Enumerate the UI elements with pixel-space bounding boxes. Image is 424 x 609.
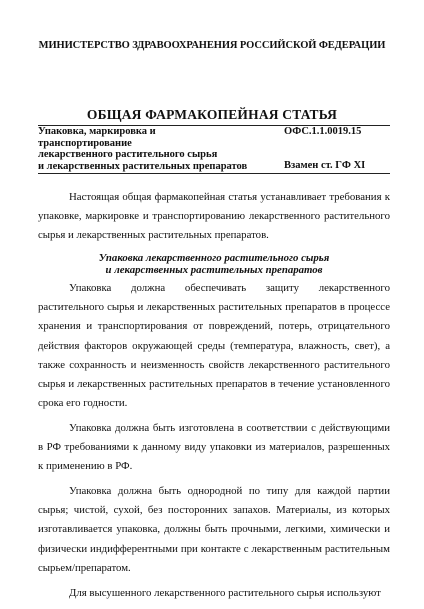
- document-type-title: ОБЩАЯ ФАРМАКОПЕЙНАЯ СТАТЬЯ: [86, 107, 338, 122]
- body-paragraph: Упаковка должна обеспечивать защиту лекарственного растительного сырья и лекарственных растительных препаратов в процессе хранения и транспортирования от повреждений, потерь, отрицательного действия факторов окружающей среды (температура, влажность, свет), а также сохранность и неизменность свойств лекарственного растительного сырья и лекарственных растительных препаратов в течение установленного срока его годности.: [38, 282, 390, 409]
- header-bottom-rule: [38, 173, 390, 174]
- body-paragraph: Упаковка должна быть изготовлена в соответствии с действующими в РФ требованиями к данному виду упаковки из материалов, разрешенных к применению в РФ.: [38, 421, 390, 473]
- body-paragraph: Упаковка должна быть однородной по типу для каждой партии сырья; чистой, сухой, без посторонних запахов. Материалы, из которых изготавливается упаковка, должны быть прочными, легкими, химически и физически индифферентными при контакте с лекарственным растительным сырьем/препаратом.: [38, 485, 390, 574]
- subject-line: транспортирование: [38, 137, 132, 149]
- subject-line: и лекарственных растительных препаратов: [38, 160, 248, 172]
- document-code: ОФС.1.1.0019.15: [284, 126, 362, 137]
- ministry-heading: МИНИСТЕРСТВО ЗДРАВООХРАНЕНИЯ РОССИЙСКОЙ ФЕДЕРАЦИИ: [38, 40, 386, 51]
- subject-line: Упаковка, маркировка и: [38, 126, 156, 137]
- subject-line: лекарственного растительного сырья: [38, 149, 218, 160]
- section-heading-line: и лекарственных растительных препаратов: [105, 263, 323, 276]
- replaces-note: Взамен ст. ГФ XI: [284, 160, 366, 171]
- document-body: [38, 188, 390, 609]
- body-paragraph: Для высушенного лекарственного растительного сырья используют: [69, 586, 381, 599]
- section-heading-line: Упаковка лекарственного растительного сырья: [98, 252, 330, 265]
- intro-paragraph: Настоящая общая фармакопейная статья устанавливает требования к упаковке, маркировке и транспортированию лекарственного растительного сырья и лекарственных растительных препаратов.: [38, 191, 390, 242]
- document-subject: [38, 126, 278, 172]
- section-heading: [38, 251, 390, 279]
